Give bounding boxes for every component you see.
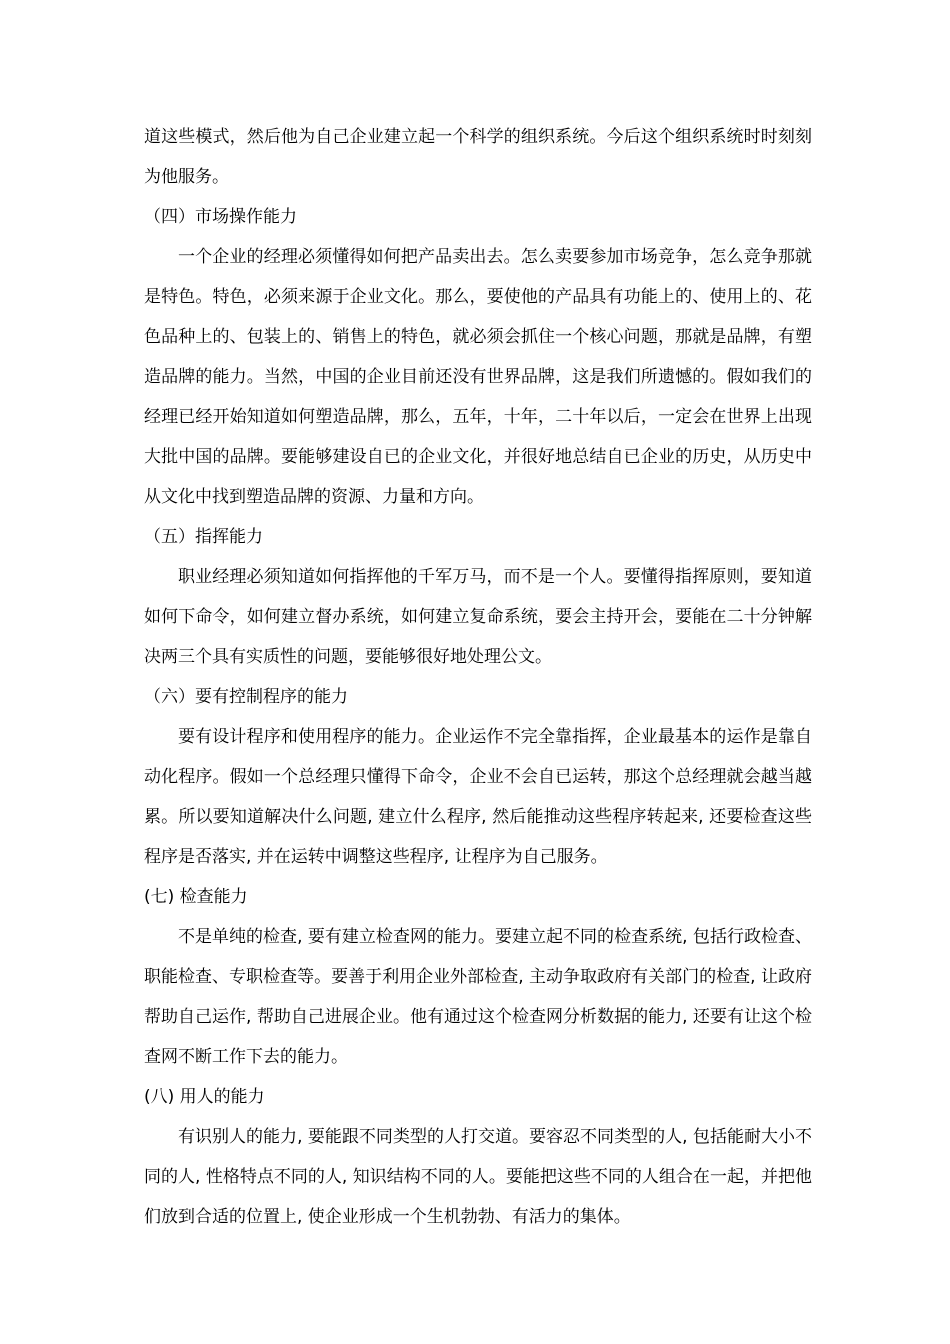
paragraph-personnel: 有识别人的能力, 要能跟不同类型的人打交道。要容忍不同类型的人, 包括能耐大小不同的人, 性格特点不同的人, 知识结构不同的人。要能把这些不同的人组合在一起，并把他们放到合适的位置上, 使企业形成一个生机勃勃、有活力的集体。 — [144, 1127, 812, 1227]
paragraph-continued: 道这些模式，然后他为自己企业建立起一个科学的组织系统。今后这个组织系统时时刻刻为他服务。 — [144, 127, 812, 187]
section-heading-4: （四）市场操作能力 — [144, 207, 297, 227]
section-heading-6: （六）要有控制程序的能力 — [144, 687, 348, 707]
document-page — [144, 117, 812, 1237]
paragraph-command: 职业经理必须知道如何指挥他的千军万马，而不是一个人。要懂得指挥原则，要知道如何下命令，如何建立督办系统，如何建立复命系统，要会主持开会，要能在二十分钟解决两三个具有实质性的问题，要能够很好地处理公文。 — [144, 567, 812, 667]
paragraph-inspection: 不是单纯的检查, 要有建立检查网的能力。要建立起不同的检查系统, 包括行政检查、职能检查、专职检查等。要善于利用企业外部检查, 主动争取政府有关部门的检查, 让政府帮助自己运作, 帮助自己进展企业。他有通过这个检查网分析数据的能力, 还要有让这个检查网不断工作下去的能力。 — [144, 927, 812, 1067]
paragraph-procedure: 要有设计程序和使用程序的能力。企业运作不完全靠指挥，企业最基本的运作是靠自动化程序。假如一个总经理只懂得下命令，企业不会自已运转，那这个总经理就会越当越累。所以要知道解决什么问题, 建立什么程序, 然后能推动这些程序转起来, 还要检查这些程序是否落实, 并在运转中调整这些程序, 让程序为自己服务。 — [144, 727, 812, 867]
section-heading-5: （五）指挥能力 — [144, 527, 263, 547]
section-heading-7: (七) 检查能力 — [144, 887, 248, 907]
section-heading-8: (八) 用人的能力 — [144, 1087, 265, 1107]
paragraph-market: 一个企业的经理必须懂得如何把产品卖出去。怎么卖要参加市场竞争，怎么竞争那就是特色。特色，必须来源于企业文化。那么，要使他的产品具有功能上的、使用上的、花色品种上的、包装上的、销售上的特色，就必须会抓住一个核心问题，那就是品牌，有塑造品牌的能力。当然，中国的企业目前还没有世界品牌，这是我们所遗憾的。假如我们的经理已经开始知道如何塑造品牌，那么，五年，十年，二十年以后，一定会在世界上出现大批中国的品牌。要能够建设自已的企业文化，并很好地总结自已企业的历史，从历史中从文化中找到塑造品牌的资源、力量和方向。 — [144, 247, 812, 507]
